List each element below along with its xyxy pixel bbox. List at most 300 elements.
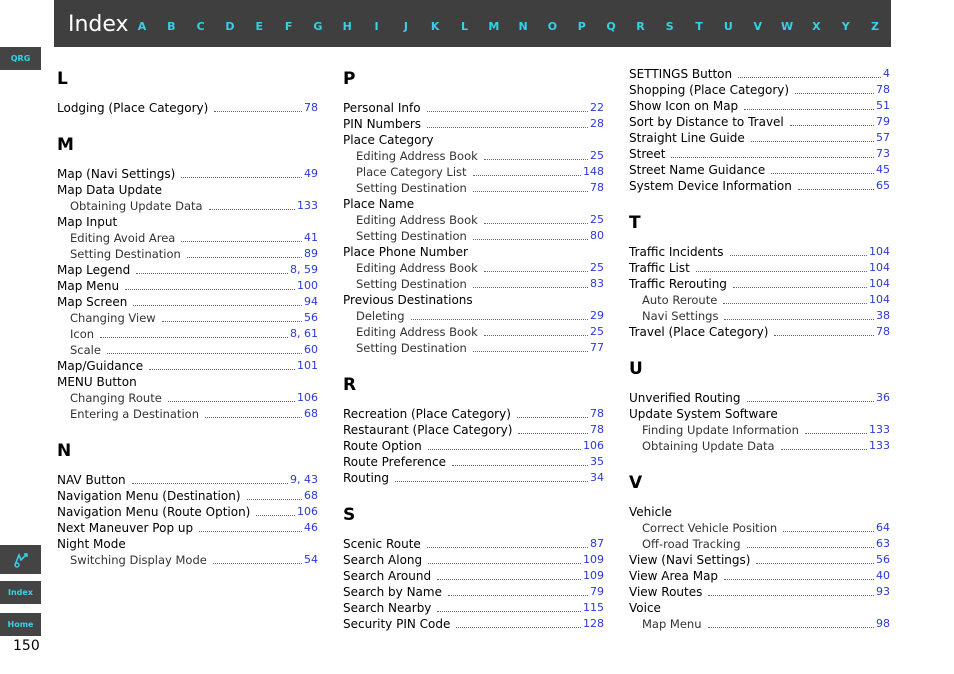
index-subentry[interactable] [343, 276, 604, 292]
entry-name: Traffic Rerouting [629, 277, 727, 291]
page-link[interactable]: 89 [304, 247, 318, 260]
page-link[interactable]: 83 [590, 277, 604, 290]
index-subentry[interactable] [57, 246, 318, 262]
home-tab[interactable]: Home [0, 613, 41, 636]
page-link[interactable]: 80 [590, 229, 604, 242]
letter-link-w[interactable]: W [780, 20, 794, 33]
entry-name: Restaurant (Place Category) [343, 423, 513, 437]
dot-leader [411, 319, 589, 320]
dot-leader [747, 547, 874, 548]
index-entry [57, 374, 318, 390]
index-entry[interactable] [629, 244, 890, 260]
entry-name: Finding Update Information [642, 423, 799, 437]
dot-leader [149, 369, 295, 370]
page-link[interactable]: 25 [590, 149, 604, 162]
entry-name: Routing [343, 471, 390, 485]
dot-leader [395, 481, 588, 482]
index-entry [57, 214, 318, 230]
entry-name: Editing Address Book [356, 213, 478, 227]
index-subentry[interactable] [629, 422, 890, 438]
entry-name: View (Navi Settings) [629, 553, 751, 567]
index-entry [343, 292, 604, 308]
entry-name: Map Legend [57, 263, 131, 277]
qrg-tab[interactable]: QRG [0, 47, 41, 70]
dot-leader [256, 515, 295, 516]
index-entry[interactable] [629, 552, 890, 568]
entry-name: Traffic List [629, 261, 690, 275]
entry-name: Show Icon on Map [629, 99, 739, 113]
entry-name: Place Category [343, 133, 434, 147]
entry-name: Previous Destinations [343, 293, 473, 307]
page-link[interactable]: 100 [297, 279, 318, 292]
index-entry [57, 182, 318, 198]
index-subentry[interactable] [57, 326, 318, 342]
entry-name: Changing View [70, 311, 156, 325]
navigation-icon [12, 551, 30, 569]
entry-name: PIN Numbers [343, 117, 422, 131]
letter-link-x[interactable]: X [812, 20, 821, 33]
dot-leader [213, 563, 302, 564]
page-link[interactable]: 68 [304, 407, 318, 420]
index-subentry[interactable] [57, 198, 318, 214]
index-tab[interactable]: Index [0, 581, 41, 604]
section-letter-n: N [57, 441, 72, 461]
dot-leader [733, 287, 867, 288]
dot-leader [790, 125, 874, 126]
entry-name: MENU Button [57, 375, 137, 389]
index-subentry[interactable] [343, 260, 604, 276]
page-link[interactable]: 106 [297, 391, 318, 404]
index-entry[interactable] [57, 504, 318, 520]
dot-leader [199, 531, 302, 532]
dot-leader [696, 271, 867, 272]
dot-leader [168, 401, 295, 402]
letter-link-b[interactable]: B [167, 20, 176, 33]
entry-name: Map Screen [57, 295, 128, 309]
page-link[interactable]: 63 [876, 537, 890, 550]
dot-leader [427, 127, 588, 128]
page-link[interactable]: 35 [590, 455, 604, 468]
index-entry[interactable] [343, 470, 604, 486]
section-gap [629, 194, 890, 210]
index-subentry[interactable] [343, 148, 604, 164]
page-link[interactable]: 78 [590, 407, 604, 420]
section-gap [629, 454, 890, 470]
index-subentry[interactable] [343, 340, 604, 356]
index-entry[interactable] [629, 276, 890, 292]
entry-name: Travel (Place Category) [629, 325, 769, 339]
letter-link-p[interactable]: P [577, 20, 586, 33]
dot-leader [771, 173, 874, 174]
section-letter-t: T [629, 213, 641, 233]
dot-leader [756, 563, 874, 564]
index-subentry[interactable] [57, 230, 318, 246]
page-link[interactable]: 133 [869, 439, 890, 452]
page-link[interactable]: 60 [304, 343, 318, 356]
dot-leader [798, 189, 874, 190]
page-link[interactable]: 40 [876, 569, 890, 582]
index-entry[interactable] [343, 100, 604, 116]
entry-name: Entering a Destination [70, 407, 199, 421]
page-link[interactable]: 78 [590, 181, 604, 194]
page-link[interactable]: 45 [876, 163, 890, 176]
index-subentry[interactable] [57, 406, 318, 422]
index-subentry[interactable] [343, 324, 604, 340]
entry-name: NAV Button [57, 473, 126, 487]
page-link[interactable]: 79 [590, 585, 604, 598]
index-entry[interactable] [629, 568, 890, 584]
entry-name: Setting Destination [356, 181, 467, 195]
index-subentry[interactable] [57, 342, 318, 358]
index-column-2 [343, 66, 604, 632]
index-entry[interactable] [343, 438, 604, 454]
letter-link-f[interactable]: F [284, 20, 293, 33]
page-link[interactable]: 8, 59 [290, 263, 318, 276]
dot-leader [671, 157, 874, 158]
section-letter-p: P [343, 69, 356, 89]
index-entry[interactable] [629, 114, 890, 130]
page-link[interactable]: 106 [297, 505, 318, 518]
letter-link-v[interactable]: V [753, 20, 762, 33]
page-link[interactable]: 22 [590, 101, 604, 114]
page-link[interactable]: 104 [869, 261, 890, 274]
page-link[interactable]: 78 [304, 101, 318, 114]
index-subentry[interactable] [57, 552, 318, 568]
dot-leader [805, 433, 867, 434]
index-entry [343, 244, 604, 260]
index-entry [629, 504, 890, 520]
dot-leader [132, 483, 288, 484]
dot-leader [724, 319, 874, 320]
page-link[interactable]: 51 [876, 99, 890, 112]
index-entry[interactable] [57, 262, 318, 278]
dot-leader [162, 321, 302, 322]
letter-link-y[interactable]: Y [841, 20, 850, 33]
letter-link-u[interactable]: U [723, 20, 733, 33]
index-entry[interactable] [343, 568, 604, 584]
index-subentry[interactable] [629, 536, 890, 552]
page-link[interactable]: 38 [876, 309, 890, 322]
letter-link-h[interactable]: H [342, 20, 352, 33]
page-link[interactable]: 73 [876, 147, 890, 160]
page-link[interactable]: 46 [304, 521, 318, 534]
page-link[interactable]: 49 [304, 167, 318, 180]
index-entry[interactable] [629, 178, 890, 194]
entry-name: Unverified Routing [629, 391, 741, 405]
index-entry[interactable] [343, 552, 604, 568]
entry-name: Straight Line Guide [629, 131, 745, 145]
page-link[interactable]: 56 [876, 553, 890, 566]
letter-link-z[interactable]: Z [871, 20, 879, 33]
page-link[interactable]: 64 [876, 521, 890, 534]
dot-leader [738, 77, 881, 78]
entry-name: Voice [629, 601, 661, 615]
entry-name: Setting Destination [356, 341, 467, 355]
entry-name: Map Menu [642, 617, 702, 631]
dot-leader [724, 579, 874, 580]
dot-leader [181, 177, 302, 178]
index-subentry[interactable] [57, 390, 318, 406]
page-link[interactable]: 78 [876, 325, 890, 338]
page-link[interactable]: 56 [304, 311, 318, 324]
letter-link-q[interactable]: Q [606, 20, 616, 33]
page-link[interactable]: 34 [590, 471, 604, 484]
page-link[interactable]: 109 [583, 553, 604, 566]
index-subentry[interactable] [343, 212, 604, 228]
letter-link-o[interactable]: O [547, 20, 558, 33]
entry-name: Vehicle [629, 505, 672, 519]
index-entry[interactable] [343, 454, 604, 470]
page-link[interactable]: 25 [590, 213, 604, 226]
entry-name: Correct Vehicle Position [642, 521, 778, 535]
index-entry[interactable] [343, 406, 604, 422]
page-link[interactable]: 9, 43 [290, 473, 318, 486]
index-entry[interactable] [629, 390, 890, 406]
page-link[interactable]: 106 [583, 439, 604, 452]
entry-name: Security PIN Code [343, 617, 451, 631]
letter-link-t[interactable]: T [695, 20, 703, 33]
section-letter-u: U [629, 359, 643, 379]
page-link[interactable]: 78 [590, 423, 604, 436]
page-link[interactable]: 78 [876, 83, 890, 96]
index-entry[interactable] [343, 600, 604, 616]
dot-leader [473, 351, 588, 352]
page-link[interactable]: 79 [876, 115, 890, 128]
entry-name: Editing Avoid Area [70, 231, 176, 245]
entry-name: Next Maneuver Pop up [57, 521, 194, 535]
dot-leader [473, 175, 581, 176]
index-entry[interactable] [57, 294, 318, 310]
page-link[interactable]: 4 [883, 67, 890, 80]
entry-name: Search Nearby [343, 601, 432, 615]
index-entry[interactable] [57, 166, 318, 182]
page-link[interactable]: 93 [876, 585, 890, 598]
entry-name: Map Menu [57, 279, 120, 293]
letter-link-i[interactable]: I [374, 20, 379, 33]
index-subentry[interactable] [57, 310, 318, 326]
page-link[interactable]: 148 [583, 165, 604, 178]
entry-name: System Device Information [629, 179, 792, 193]
dot-leader [473, 239, 588, 240]
index-entry[interactable] [57, 472, 318, 488]
entry-name: Traffic Incidents [629, 245, 724, 259]
index-entry[interactable] [629, 82, 890, 98]
index-subentry[interactable] [343, 164, 604, 180]
index-entry [629, 600, 890, 616]
letter-link-m[interactable]: M [488, 20, 500, 33]
dot-leader [187, 257, 302, 258]
index-entry[interactable] [629, 98, 890, 114]
page-link[interactable]: 25 [590, 261, 604, 274]
entry-name: Editing Address Book [356, 325, 478, 339]
index-entry[interactable] [57, 488, 318, 504]
page-link[interactable]: 25 [590, 325, 604, 338]
entry-name: Obtaining Update Data [642, 439, 775, 453]
page-link[interactable]: 109 [583, 569, 604, 582]
dot-leader [708, 595, 874, 596]
letter-link-s[interactable]: S [665, 20, 674, 33]
index-entry[interactable] [57, 100, 318, 116]
section-gap [57, 422, 318, 438]
section-letter-l: L [57, 69, 68, 89]
dot-leader [473, 287, 588, 288]
entry-name: Navigation Menu (Destination) [57, 489, 241, 503]
letter-link-n[interactable]: N [518, 20, 528, 33]
dot-leader [723, 303, 867, 304]
page-link[interactable]: 128 [583, 617, 604, 630]
page-link[interactable]: 133 [869, 423, 890, 436]
page-link[interactable]: 133 [297, 199, 318, 212]
navigation-tab[interactable] [0, 545, 41, 574]
index-subentry[interactable] [629, 520, 890, 536]
entry-name: View Area Map [629, 569, 719, 583]
index-entry[interactable] [629, 146, 890, 162]
entry-name: View Routes [629, 585, 703, 599]
entry-name: Off-road Tracking [642, 537, 741, 551]
section-letter-v: V [629, 473, 643, 493]
entry-name: Editing Address Book [356, 149, 478, 163]
dot-leader [518, 433, 588, 434]
entry-name: Street Name Guidance [629, 163, 766, 177]
page-link[interactable]: 98 [876, 617, 890, 630]
letter-link-k[interactable]: K [430, 20, 440, 33]
index-subentry[interactable] [343, 180, 604, 196]
index-subentry[interactable] [629, 438, 890, 454]
alphabet-nav [137, 20, 879, 36]
entry-name: Map Input [57, 215, 118, 229]
letter-link-l[interactable]: L [461, 20, 469, 33]
page-link[interactable]: 101 [297, 359, 318, 372]
page-link[interactable]: 68 [304, 489, 318, 502]
section-gap [343, 356, 604, 372]
index-header [54, 0, 891, 47]
page-link[interactable]: 94 [304, 295, 318, 308]
letter-link-e[interactable]: E [255, 20, 264, 33]
page-link[interactable]: 104 [869, 277, 890, 290]
dot-leader [107, 353, 302, 354]
index-entry[interactable] [343, 422, 604, 438]
page-link[interactable]: 28 [590, 117, 604, 130]
dot-leader [473, 191, 588, 192]
letter-link-d[interactable]: D [225, 20, 235, 33]
index-entry[interactable] [57, 358, 318, 374]
index-entry[interactable] [343, 116, 604, 132]
page-link[interactable]: 36 [876, 391, 890, 404]
dot-leader [437, 579, 581, 580]
entry-name: Deleting [356, 309, 405, 323]
dot-leader [484, 335, 588, 336]
dot-leader [427, 111, 588, 112]
entry-name: Setting Destination [356, 277, 467, 291]
entry-name: Map Data Update [57, 183, 163, 197]
page-link[interactable]: 57 [876, 131, 890, 144]
index-entry [57, 536, 318, 552]
index-entry[interactable] [629, 324, 890, 340]
index-subentry[interactable] [629, 616, 890, 632]
entry-name: Auto Reroute [642, 293, 718, 307]
page-link[interactable]: 104 [869, 245, 890, 258]
entry-name: Lodging (Place Category) [57, 101, 209, 115]
entry-name: Route Preference [343, 455, 446, 469]
dot-leader [484, 271, 588, 272]
dot-leader [747, 401, 874, 402]
letter-link-j[interactable]: J [403, 20, 408, 33]
index-entry [343, 132, 604, 148]
entry-name: Shopping (Place Category) [629, 83, 790, 97]
entry-name: Navi Settings [642, 309, 719, 323]
index-entry[interactable] [57, 520, 318, 536]
dot-leader [427, 547, 588, 548]
index-entry[interactable] [629, 260, 890, 276]
dot-leader [136, 273, 288, 274]
page-link[interactable]: 77 [590, 341, 604, 354]
page-link[interactable]: 54 [304, 553, 318, 566]
section-gap [57, 116, 318, 132]
index-column-3 [629, 66, 890, 632]
entry-name: Scenic Route [343, 537, 421, 551]
index-entry[interactable] [343, 616, 604, 632]
page-link[interactable]: 41 [304, 231, 318, 244]
entry-name: Search Along [343, 553, 423, 567]
index-subentry[interactable] [629, 308, 890, 324]
page-link[interactable]: 104 [869, 293, 890, 306]
index-entry[interactable] [629, 66, 890, 82]
dot-leader [205, 417, 302, 418]
letter-link-r[interactable]: R [636, 20, 645, 33]
dot-leader [517, 417, 588, 418]
page-link[interactable]: 29 [590, 309, 604, 322]
entry-name: Map/Guidance [57, 359, 144, 373]
section-gap [629, 340, 890, 356]
page-link[interactable]: 65 [876, 179, 890, 192]
entry-name: Navigation Menu (Route Option) [57, 505, 251, 519]
dot-leader [484, 159, 588, 160]
dot-leader [181, 241, 302, 242]
dot-leader [744, 109, 874, 110]
index-entry[interactable] [629, 130, 890, 146]
page-link[interactable]: 115 [583, 601, 604, 614]
index-subentry[interactable] [343, 308, 604, 324]
entry-name: Route Option [343, 439, 422, 453]
dot-leader [452, 465, 588, 466]
dot-leader [100, 337, 288, 338]
dot-leader [774, 335, 874, 336]
dot-leader [448, 595, 588, 596]
index-subentry[interactable] [629, 292, 890, 308]
dot-leader [781, 449, 867, 450]
entry-name: SETTINGS Button [629, 67, 733, 81]
letter-link-a[interactable]: A [137, 20, 147, 33]
index-entry[interactable] [629, 162, 890, 178]
letter-link-g[interactable]: G [313, 20, 323, 33]
dot-leader [125, 289, 295, 290]
entry-name: Update System Software [629, 407, 778, 421]
page-link[interactable]: 87 [590, 537, 604, 550]
letter-link-c[interactable]: C [196, 20, 205, 33]
section-gap [343, 486, 604, 502]
dot-leader [795, 93, 874, 94]
entry-name: Map (Navi Settings) [57, 167, 176, 181]
index-entry[interactable] [343, 584, 604, 600]
index-entry[interactable] [57, 278, 318, 294]
index-entry[interactable] [629, 584, 890, 600]
page-link[interactable]: 8, 61 [290, 327, 318, 340]
index-entry [343, 196, 604, 212]
index-subentry[interactable] [343, 228, 604, 244]
dot-leader [456, 627, 581, 628]
entry-name: Switching Display Mode [70, 553, 207, 567]
index-entry[interactable] [343, 536, 604, 552]
